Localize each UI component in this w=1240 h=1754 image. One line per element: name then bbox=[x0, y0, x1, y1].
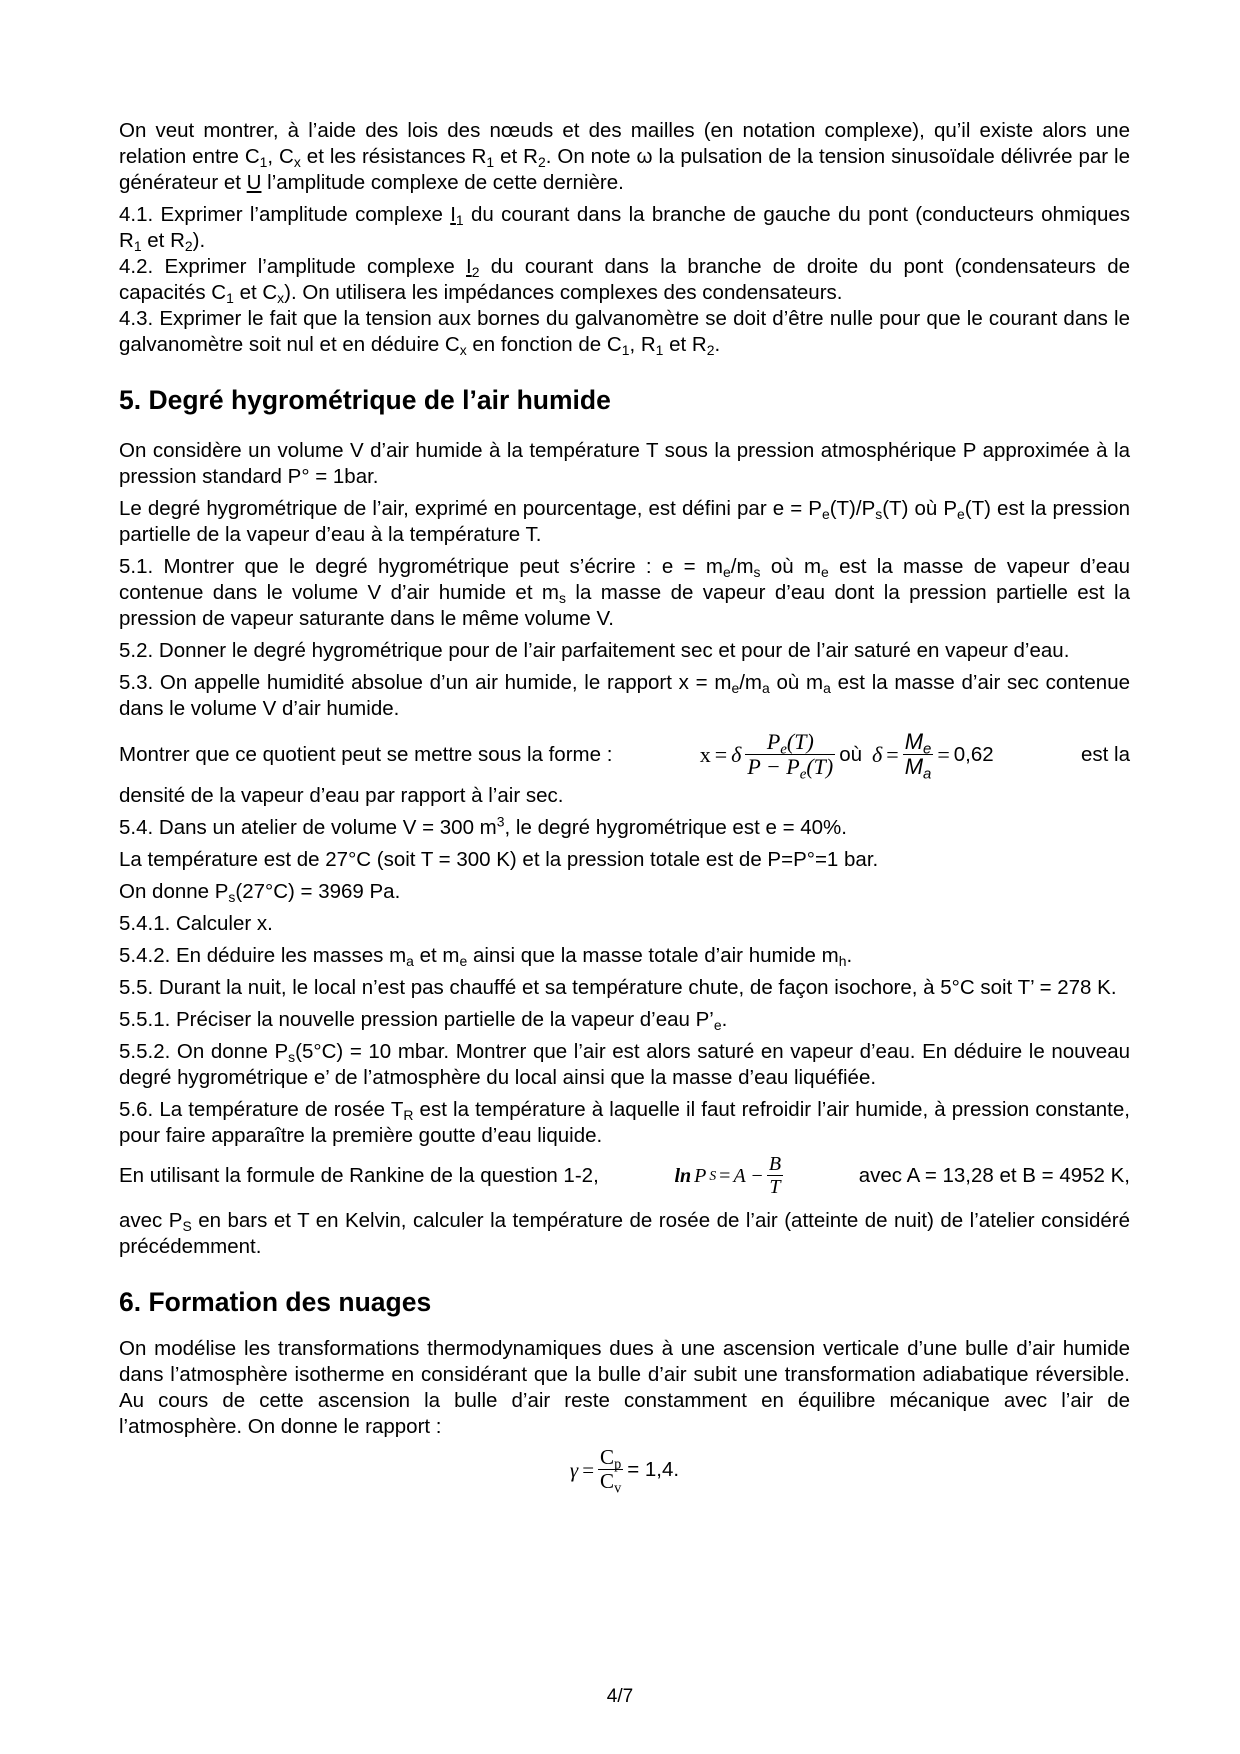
definition-paragraph: Le degré hygrométrique de l’air, exprimé en pourcentage, est défini par $e = P_e(T)/P_s(T)$ où $P_e(T)$ est la pression partielle de la vapeur d’eau à la température T. bbox=[119, 497, 1130, 546]
rankine-fraction: $\frac{B}{T}$ bbox=[768, 1153, 782, 1199]
intro-paragraph: On veut montrer, à l’aide des lois des nœuds et des mailles (en notation complexe), qu’il existe alors une relation entre $C_1$, $C_x$ et les résistances $R_1$ et $R_2$. On note ω la pulsation de la tension sinusoïdale délivrée par le générateur et U l’amplitude complexe de cette dernière. bbox=[119, 119, 1130, 194]
section-6-intro: On modélise les transformations thermodynamiques dues à une ascension verticale d’une bulle d’air humide dans l’atmosphère isotherme en considérant que la bulle d’air subit une transformation adiabatique réversible. Au cours de cette ascension la bulle d’air reste constamment en équilibre mécanique avec l’air de l’atmosphère. On donne le rapport : bbox=[119, 1337, 1130, 1439]
given-ps-line: On donne $P_s(27^\circ C) = 3969$ Pa. bbox=[119, 880, 401, 906]
question-5-5-1: 5.5.1. Préciser la nouvelle pression partielle de la vapeur d’eau $P’_e$. bbox=[119, 1008, 728, 1034]
question-5-1: 5.1. Montrer que le degré hygrométrique peut s’écrire : $e = m_e/m_s$ où $m_e$ est la masse de vapeur d’eau contenue dans le volume V d’air humide et $m_s$ la masse de vapeur d’eau dont la pression partielle est la pression de vapeur saturante dans le même volume V. bbox=[119, 555, 1130, 630]
rankine-formula: ln P S = A − $\frac{B}{T}$ bbox=[674, 1153, 782, 1199]
question-5-6: 5.6. La température de rosée $T_R$ est la température à laquelle il faut refroidir l’air humide, à pression constante, pour faire apparaître la première goutte d’eau liquide. bbox=[119, 1098, 1130, 1148]
temperature-line: La température est de 27°C (soit T = 300 K) et la pression totale est de P=P°=1 bar. bbox=[119, 848, 879, 872]
question-5-3: 5.3. On appelle humidité absolue d’un air humide, le rapport $x = m_e/m_a$ où $m_a$ est la masse d’air sec contenue dans le volume V d’air humide. bbox=[119, 671, 1130, 720]
question-5-2: 5.2. Donner le degré hygrométrique pour de l’air parfaitement sec et pour de l’air saturé en vapeur d’eau. bbox=[119, 639, 1070, 662]
gamma-formula: γ = $\frac{C_p}{C_v}$ = 1,4. bbox=[569, 1445, 680, 1497]
section-6-title: 6. Formation des nuages bbox=[119, 1287, 432, 1318]
question-5-5-2: 5.5.2. On donne $P_s(5^\circ C) = 10$ mbar. Montrer que l’air est alors saturé en vapeur d’eau. En déduire le nouveau degré hygrométrique e’ de l’atmosphère du local ainsi que la masse d’eau liquéfiée. bbox=[119, 1040, 1130, 1090]
section-5-title: 5. Degré hygrométrique de l’air humide bbox=[119, 385, 611, 415]
question-4-2: 4.2. Exprimer l’amplitude complexe $I_2$ du courant dans la branche de droite du pont (condensateurs de capacités $C_1$ et $C_x$). On utilisera les impédances complexes des condensateurs. bbox=[119, 255, 1131, 307]
density-sentence: densité de la vapeur d’eau par rapport à l’air sec. bbox=[119, 784, 564, 808]
humidity-fraction: $\frac{P_e(T)}{P - P_e(T)}$ bbox=[747, 729, 834, 783]
question-4-1: 4.1. Exprimer l’amplitude complexe $I_1$ du courant dans la branche de gauche du pont (conducteurs ohmiques $R_1$ et $R_2$). bbox=[119, 203, 1131, 255]
humidity-formula: x = δ $\frac{P_e(T)}{P - P_e(T)}$ où δ = $\frac{M_e}{M_a}$ = 0,62 bbox=[699, 729, 994, 783]
density-fraction: $\frac{M_e}{M_a}$ bbox=[904, 729, 932, 783]
section-5-intro: On considère un volume V d’air humide à la température T sous la pression atmosphérique P approximée à la pression standard P° = 1bar. bbox=[119, 439, 1130, 488]
gamma-fraction: $\frac{C_p}{C_v}$ bbox=[600, 1445, 622, 1497]
question-4-3: 4.3. Exprimer le fait que la tension aux bornes du galvanomètre se doit d’être nulle pour que le courant dans le galvanomètre soit nul et en déduire $C_x$ en fonction de $C_1$, $R_1$ et $R_2$. bbox=[119, 307, 1130, 359]
document-page bbox=[119, 118, 1131, 1497]
question-5-4-2: 5.4.2. En déduire les masses $m_a$ et $m_e$ ainsi que la masse totale d’air humide $m_h$. bbox=[119, 944, 853, 970]
question-5-5: 5.5. Durant la nuit, le local n’est pas chauffé et sa température chute, de façon isochore, à 5°C soit T’ = 278 K. bbox=[119, 976, 1117, 1000]
rankine-continuation: avec $P_S$ en bars et T en Kelvin, calculer la température de rosée de l’air (atteinte de nuit) de l’atelier considéré précédemment. bbox=[119, 1209, 1130, 1259]
rankine-formula-line: En utilisant la formule de Rankine de la question 1-2, ln P S = A − $\frac{B}{T}$ avec A = 13,28 et B = 4952 K, bbox=[119, 1153, 1130, 1199]
page-number: 4/7 bbox=[606, 1686, 634, 1707]
question-5-4-1: 5.4.1. Calculer x. bbox=[119, 912, 273, 936]
question-5-4: 5.4. Dans un atelier de volume V = 300 $m^3$, le degré hygrométrique est e = 40%. bbox=[119, 813, 847, 840]
humidity-formula-line: Montrer que ce quotient peut se mettre sous la forme : x = δ $\frac{P_e(T)}{P - P_e(T)}$ où δ = $\frac{M_e}{M_a}$ = 0,62 est la bbox=[119, 729, 1130, 783]
